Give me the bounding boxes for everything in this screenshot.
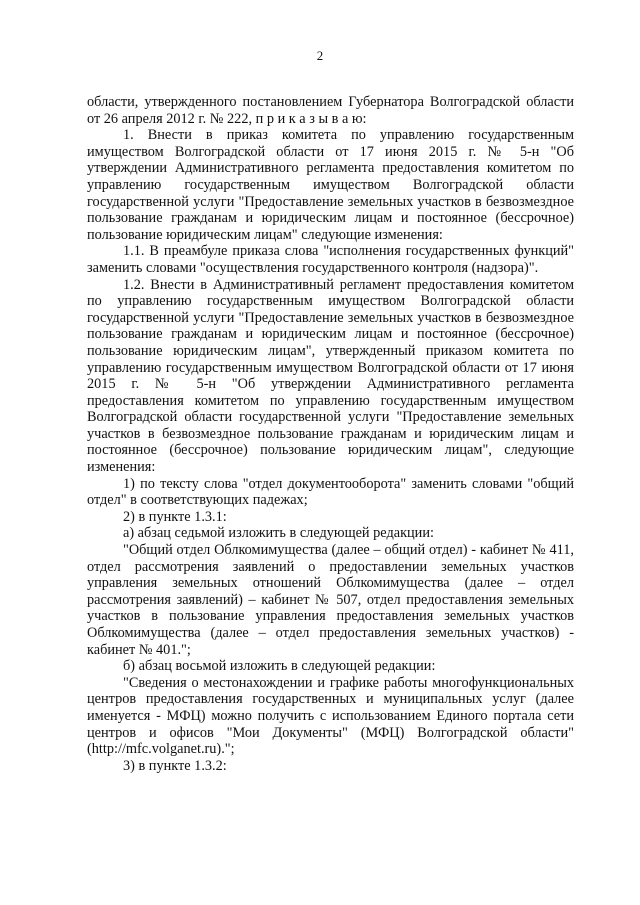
paragraph-quote-general-dept: "Общий отдел Облкомимущества (далее – общий отдел) - кабинет № 411, отдел рассмотрения заявлений о предоставлении земельных участков управления земельных отношений Облкомимущества (далее – отдел рассмотрения заявлений) – кабинет № 507, отдел предоставления земельных участков в пользование управления предоставления земельных участков Облкомимущества (далее – отдел предоставления земельных участков) - кабинет № 401."; bbox=[87, 542, 574, 658]
paragraph-item-1-1: 1.1. В преамбуле приказа слова "исполнения государственных функций" заменить словами "осуществления государственного контроля (надзора)". bbox=[87, 243, 574, 276]
paragraph-subitem-2a: а) абзац седьмой изложить в следующей редакции: bbox=[123, 525, 434, 542]
paragraph-quote-mfc: "Сведения о местонахождении и графике работы многофункциональных центров предоставления государственных и муниципальных услуг (далее именуется - МФЦ) можно получить с использованием Единого портала сети центров и офисов "Мои Документы" (МФЦ) Волгоградской области" (http://mfc.volganet.ru)."; bbox=[87, 674, 574, 758]
paragraph-subitem-2b: б) абзац восьмой изложить в следующей редакции: bbox=[123, 658, 436, 675]
page-number: 2 bbox=[316, 48, 324, 63]
document-body bbox=[87, 94, 574, 774]
paragraph-subitem-3: 3) в пункте 1.3.2: bbox=[123, 757, 227, 774]
paragraph-subitem-1: 1) по тексту слова "отдел документооборота" заменить словами "общий отдел" в соответствующих падежах; bbox=[87, 475, 574, 509]
paragraph-item-1-2: 1.2. Внести в Административный регламент предоставления комитетом по управлению государственным имуществом Волгоградской области государственной услуги "Предоставление земельных участков в безвозмездное пользование гражданам и юридическим лицам и постоянное (бессрочное) пользование юридическим лицам", утвержденный приказом комитета по управлению государственным имуществом Волгоградской области от 17 июня 2015 г. № 5-н "Об утверждении Административного регламента предоставления комитетом по управлению государственным имуществом Волгоградской области государственной услуги "Предоставление земельных участков в безвозмездное пользование гражданам и юридическим лицам и постоянное (бессрочное) пользование юридическим лицам", следующие изменения: bbox=[87, 276, 574, 476]
paragraph-item-1: 1. Внести в приказ комитета по управлению государственным имуществом Волгоградской области от 17 июня 2015 г. № 5-н "Об утверждении Административного регламента предоставления комитетом по управлению государственным имуществом Волгоградской области государственной услуги "Предоставление земельных участков в безвозмездное пользование гражданам и юридическим лицам и постоянное (бессрочное) пользование юридическим лицам" следующие изменения: bbox=[87, 127, 574, 243]
paragraph-subitem-2: 2) в пункте 1.3.1: bbox=[123, 508, 227, 525]
paragraph-preamble-end: области, утвержденного постановлением Губернатора Волгоградской области от 26 апреля 2012 г. № 222, п р и к а з ы в а ю: bbox=[87, 94, 574, 127]
